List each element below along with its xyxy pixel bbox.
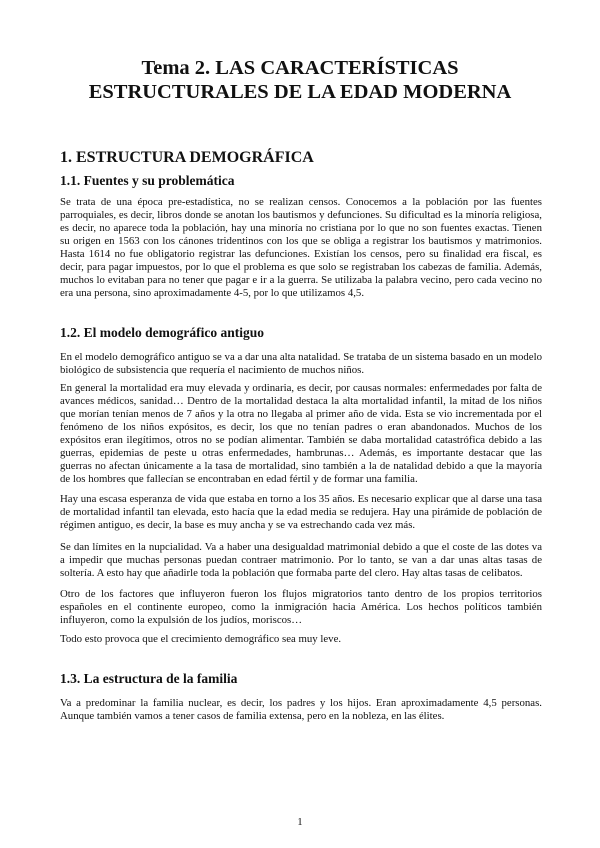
paragraph-migraciones: Otro de los factores que influyeron fueron los flujos migratorios tanto dentro de los propios territorios españoles en el continente europeo, como la inmigración hacia América. Los hechos políticos también influyeron, como la expulsión de los judíos, moriscos… <box>60 588 542 626</box>
paragraph-mortalidad: En general la mortalidad era muy elevada y ordinaria, es decir, por causas normales: enfermedades por falta de avances médicos, sanidad… Dentro de la mortalidad destaca la alta mortalidad infantil, la mitad de los niños que morían tenían menos de 7 años y la otra no llegaba al primer año de vida. Esta se vio incrementada por el fenómeno de los niños expósitos, es decir, los que no tenían padres o eran abandonados. Muchos de los expósitos eran ilegítimos, otros no se podían alimentar. También se daba mortalidad catastrófica debido a las guerras, epidemias de peste u otras enfermedades, hambrunas… Además, es importante destacar que las guerras no afectan únicamente a la tasa de mortalidad, sino también a la de natalidad debido a que la mayoría de los hombres que fallecían se encontraban en edad fértil y de formar una familia. <box>60 382 542 485</box>
paragraph-familia: Va a predominar la familia nuclear, es decir, los padres y los hijos. Eran aproximadamente 4,5 personas. Aunque también vamos a tener casos de familia extensa, pero en la nobleza, en las élites. <box>60 697 542 722</box>
subsection-heading-familia: 1.3. La estructura de la familia <box>60 671 238 686</box>
title-line-2: ESTRUCTURALES DE LA EDAD MODERNA <box>88 81 512 103</box>
title-line-1: Tema 2. LAS CARACTERÍSTICAS <box>141 57 459 79</box>
document-title <box>60 56 540 104</box>
paragraph-esperanza-vida: Hay una escasa esperanza de vida que estaba en torno a los 35 años. Es necesario explicar que al darse una tasa de mortalidad infantil tan elevada, esto hacía que la edad media se redujera. Hay una pirámide de población de régimen antiguo, es decir, la base es muy ancha y se va estrechando cada vez más. <box>60 493 542 531</box>
page-number: 1 <box>297 816 303 828</box>
section-heading-estructura-demografica: 1. ESTRUCTURA DEMOGRÁFICA <box>60 149 314 166</box>
paragraph-natalidad: En el modelo demográfico antiguo se va a dar una alta natalidad. Se trataba de un sistema basado en un modelo biológico de subsistencia que requería el nacimiento de muchos niños. <box>60 351 542 376</box>
subsection-heading-modelo-demografico: 1.2. El modelo demográfico antiguo <box>60 325 264 340</box>
paragraph-fuentes: Se trata de una época pre-estadística, no se realizan censos. Conocemos a la población por las fuentes parroquiales, es decir, libros donde se anotan los bautismos y defunciones. Su dificultad es la minoría religiosa, es decir, no aparece toda la población, hay una minoría no cristiana por lo que no son fuentes exactas. Tienen su origen en 1563 con los cánones tridentinos con los que se obliga a registrar los bautismos y matrimonios. Hasta 1614 no fue obligatorio registrar las defunciones. Existían los censos, pero su finalidad era fiscal, es decir, para pagar impuestos, por lo que el problema es que solo se registraban los cabezas de familia. Además, muchos lo evitaban para no tener que pagar e ir a la guerra. Se utilizaba la palabra vecino, pero cada vecino no era una persona, sino aproximadamente 4-5, por lo que utilizamos 4,5. <box>60 196 542 299</box>
subsection-heading-fuentes: 1.1. Fuentes y su problemática <box>60 173 235 188</box>
paragraph-nupcialidad: Se dan límites en la nupcialidad. Va a haber una desigualdad matrimonial debido a que el coste de las dotes va a impedir que muchas personas puedan contraer matrimonio. Por lo tanto, se van a dar unas altas tasas de soltería. A esto hay que añadirle toda la población que formaba parte del clero. Hay altas tasas de celibatos. <box>60 541 542 579</box>
paragraph-crecimiento: Todo esto provoca que el crecimiento demográfico sea muy leve. <box>60 633 342 645</box>
